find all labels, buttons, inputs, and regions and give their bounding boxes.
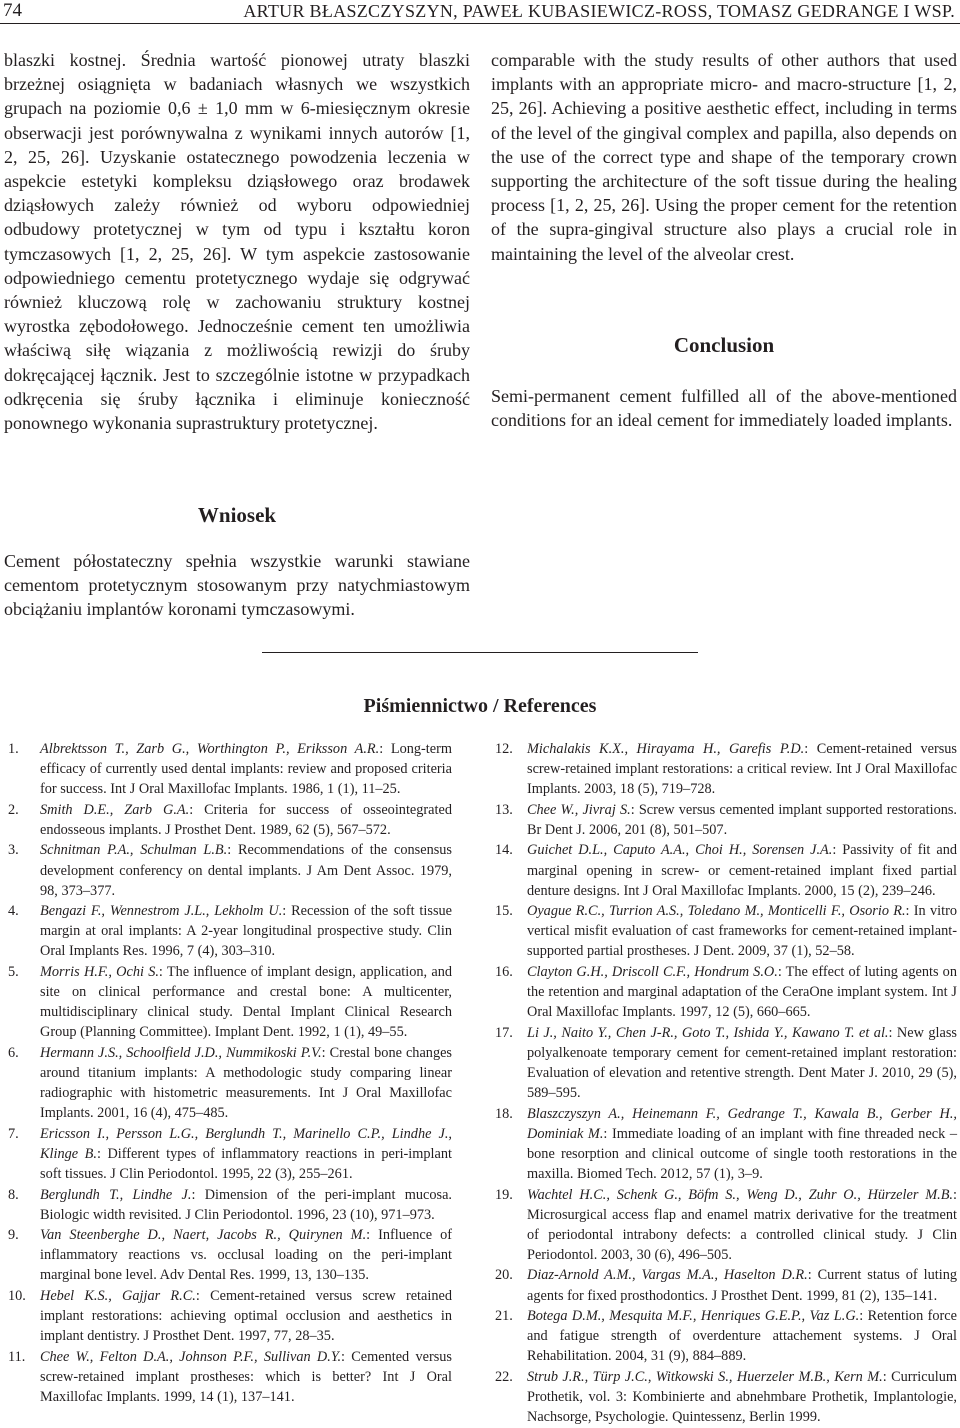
- reference-number: 20.: [495, 1267, 513, 1284]
- references-heading: Piśmiennictwo / References: [363, 695, 597, 717]
- reference-number: 14.: [495, 842, 513, 859]
- reference-number: 11.: [8, 1348, 26, 1365]
- reference-text: : Recession of the soft tissue margin at oral implants: A 2-year longitudinal prospective study. Clin Oral Implants Res. 1996, 7 (4), 303–310.: [40, 903, 452, 960]
- reference-text: : Cement-retained versus screw-retained implant restorations: a critical review. Int J Oral Maxillofac Implants. 2003, 18 (5), 719–728.: [527, 741, 958, 798]
- reference-item: [491, 962, 957, 1022]
- page-number: 74: [3, 0, 22, 21]
- reference-item: [491, 901, 957, 961]
- reference-item: [491, 739, 957, 799]
- reference-authors: Chee W., Felton D.A., Johnson P.F., Sullivan D.Y.: [40, 1348, 342, 1365]
- reference-authors: Strub J.R., Türp J.C., Witkowski S., Huerzeler M.B., Kern M.: [527, 1368, 883, 1385]
- body-paragraph: comparable with the study results of other authors that used implants with an appropriate micro- and macro-structure [1, 2, 25, 26]. Achieving a positive aesthetic effect, including in terms of the level of the gingival complex and papilla, also depends on the use of the correct type and shape of the temporary crown supporting the architecture of the soft tissue during the healing process [1, 2, 25, 26]. Using the proper cement for the retention of the supra-gingival structure also plays a crucial role in maintaining the level of the alveolar crest.: [491, 50, 957, 264]
- reference-item: [4, 1185, 452, 1225]
- reference-number: 2.: [8, 801, 19, 818]
- reference-item: [491, 1104, 957, 1184]
- reference-number: 4.: [8, 903, 19, 920]
- reference-authors: Smith D.E., Zarb G.A.: [40, 801, 190, 818]
- reference-number: 19.: [495, 1186, 513, 1203]
- reference-number: 10.: [8, 1288, 26, 1305]
- reference-item: [491, 1265, 957, 1305]
- reference-text: : Dimension of the peri-implant mucosa. Biologic width revisited. J Clin Periodontol. 1996, 23 (10), 971–973.: [40, 1186, 452, 1223]
- reference-text: : Screw versus cemented implant supported restorations. Br Dent J. 2006, 201 (8), 501–507.: [527, 801, 957, 838]
- reference-number: 13.: [495, 801, 513, 818]
- page-header: [3, 0, 955, 22]
- reference-item: [491, 800, 957, 840]
- reference-authors: Van Steenberghe D., Naert, Jacobs R., Quirynen M.: [40, 1227, 367, 1244]
- reference-number: 5.: [8, 964, 19, 981]
- reference-item: [491, 1023, 957, 1103]
- reference-text: : Cement-retained versus screw retained implant restorations: achieving optimal occlusion and aesthetics in implant dentistry. J Prosthet Dent. 1997, 77, 28–35.: [40, 1288, 452, 1345]
- conclusion-text: Semi-permanent cement fulfilled all of the above-mentioned conditions for an ideal cement for immediately loaded implants.: [491, 386, 957, 431]
- reference-authors: Li J., Naito Y., Chen J-R., Goto T., Ishida Y., Kawano T. et al.: [527, 1024, 889, 1041]
- reference-item: [4, 739, 452, 799]
- reference-number: 12.: [495, 741, 513, 757]
- reference-authors: Oyague R.C., Turrion A.S., Toledano M., Monticelli F., Osorio R.: [527, 903, 906, 920]
- reference-text: : Curriculum Prothetik, vol. 3: Kombinierte and abnehmbare Prothetik, Implantologie, Nachsorge, Psychologie. Quintessenz, Berlin 1999.: [527, 1368, 957, 1426]
- reference-number: 9.: [8, 1227, 19, 1244]
- reference-text: : Influence of inflammatory reactions vs. occlusal loading on the peri-implant marginal bone level. Adv Dental Res. 1999, 13, 130–135.: [40, 1227, 452, 1284]
- reference-number: 16.: [495, 964, 513, 981]
- reference-number: 22.: [495, 1368, 513, 1385]
- reference-authors: Hebel K.S., Gajjar R.C.: [40, 1288, 196, 1305]
- reference-text: : In vitro vertical misfit evaluation of cast frameworks for cement-retained implant-supported partial prostheses. J Dent. 2009, 37 (1), 52–58.: [527, 903, 957, 960]
- body-paragraph: blaszki kostnej. Średnia wartość pionowej utraty blaszki brzeżnej osiągnięta w badaniach własnych we wszystkich grupach na poziomie 0,6 ± 1,0 mm w 6-miesięcznym okresie obserwacji jest porównywalna z wynikami innych autorów [1, 2, 25, 26]. Uzyskanie ostatecznego powodzenia leczenia w aspekcie estetyki kompleksu dziąsłowego oraz brodawek dziąsłowych zależy również od wyboru odpowiedniej odbudowy protetycznej w tym od typu i kształtu koron tymczasowych [1, 2, 25, 26]. W tym aspekcie zastosowanie odpowiedniego cementu protetycznego wydaje się odgrywać również kluczową rolę w zachowaniu struktury kostnej wyrostka zębodołowego. Jednocześnie cement ten umożliwia właściwą siłę wiązania z możliwością rewizji do śruby dokręcającej łącznik. Jest to szczególnie istotne w przypadkach odkręcenia się śruby łącznika i eliminuje konieczność ponownego wykonania suprastruktury protetycznej.: [4, 50, 470, 434]
- wniosek-heading: Wniosek: [197, 503, 277, 527]
- reference-number: 6.: [8, 1044, 19, 1061]
- body-column-polish: [4, 48, 470, 435]
- reference-list-left: [4, 739, 452, 1408]
- reference-item: [4, 901, 452, 961]
- reference-text: : The influence of implant design, application, and site on clinical performance and crestal bone: A multicenter, multidisciplinary clinical study. Dental Implant Clinical Research Group (Planning Committee). Implant Dent. 1992, 1 (1), 49–55.: [40, 964, 452, 1041]
- reference-authors: Hermann J.S., Schoolfield J.D., Nummikoski P.V.: [40, 1044, 322, 1061]
- reference-authors: Clayton G.H., Driscoll C.F., Hondrum S.O.: [527, 964, 778, 981]
- reference-item: [4, 1225, 452, 1285]
- reference-text: : Criteria for success of osseointegrated endosseous implants. J Prosthet Dent. 1989, 62 (5), 567–572.: [40, 801, 452, 838]
- reference-text: : Recommendations of the consensus development conferency on dental implants. J Am Dent Assoc. 1979, 98, 373–377.: [40, 842, 452, 899]
- reference-authors: Guichet D.L., Caputo A.A., Choi H., Sorensen J.A.: [527, 842, 833, 859]
- reference-authors: Wachtel H.C., Schenk G., Böfm S., Weng D., Zuhr O., Hürzeler M.B.: [527, 1186, 954, 1203]
- wniosek-text: Cement półostateczny spełnia wszystkie warunki stawiane cementom protetycznym stosowanym przy natychmiastowym obciążaniu implantów koronami tymczasowymi.: [4, 551, 470, 620]
- reference-text: : Retention force and fatigue strength of overdenture attachement systems. J Oral Rehabilitation. 2004, 31 (9), 884–889.: [527, 1308, 958, 1365]
- reference-authors: Diaz-Arnold A.M., Vargas M.A., Haselton D.R.: [527, 1267, 808, 1284]
- reference-authors: Morris H.F., Ochi S.: [40, 964, 159, 981]
- reference-item: [4, 1286, 452, 1346]
- reference-authors: Michalakis K.X., Hirayama H., Garefis P.D.: [527, 741, 805, 757]
- reference-item: [4, 1347, 452, 1407]
- header-rule: [0, 23, 960, 24]
- reference-item: [4, 800, 452, 840]
- reference-authors: Berglundh T., Lindhe J.: [40, 1186, 192, 1203]
- reference-number: 18.: [495, 1105, 513, 1122]
- reference-number: 3.: [8, 842, 19, 859]
- reference-authors: Bengazi F., Wennestrom J.L., Lekholm U.: [40, 903, 283, 920]
- reference-item: [4, 1043, 452, 1123]
- reference-authors: Chee W., Jivraj S.: [527, 801, 631, 818]
- section-divider: [262, 652, 698, 653]
- reference-text: : The effect of luting agents on the retention and marginal adaptation of the CeraOne implant system. Int J Oral Maxillofac Implants. 1997, 12 (5), 660–665.: [527, 964, 957, 1021]
- reference-item: [4, 962, 452, 1042]
- reference-number: 17.: [495, 1024, 513, 1041]
- reference-text: : Different types of inflammatory reactions in peri-implant soft tissues. J Clin Periodontol. 1995, 22 (3), 255–261.: [40, 1145, 452, 1182]
- reference-item: [4, 840, 452, 900]
- reference-text: : Long-term efficacy of currently used dental implants: review and proposed criteria for success. Int J Oral Maxillofac Implants. 1986, 1 (1), 11–25.: [40, 741, 452, 798]
- reference-authors: Schnitman P.A., Schulman L.B.: [40, 842, 228, 859]
- running-head: ARTUR BŁASZCZYSZYN, PAWEŁ KUBASIEWICZ-ROSS, TOMASZ GEDRANGE I WSP.: [243, 1, 955, 21]
- reference-text: : New glass polyalkenoate temporary cement for cement-retained implant restoration: Evaluation of elevation and retentive strength. Dent Mater J. 2010, 29 (5), 589–595.: [527, 1024, 957, 1102]
- reference-number: 15.: [495, 903, 513, 920]
- reference-item: [491, 1367, 957, 1427]
- reference-list-right: [491, 739, 957, 1428]
- reference-number: 21.: [495, 1308, 513, 1325]
- reference-authors: Albrektsson T., Zarb G., Worthington P., Eriksson A.R.: [40, 741, 380, 757]
- reference-item: [491, 840, 957, 900]
- reference-text: : Microsurgical access flap and enamel matrix derivative for the treatment of periodontal intrabony defects: a controlled clinical study. J Clin Periodontol. 2003, 30 (6), 496–505.: [527, 1186, 957, 1263]
- body-column-english: [491, 48, 957, 266]
- reference-text: : Immediate loading of an implant with fine threaded neck – bone resorption and clinical outcome of single tooth restorations in the maxilla. Biomed Tech. 2012, 57 (1), 3–9.: [527, 1125, 957, 1182]
- reference-authors: Blaszczyszyn A., Heinemann F., Gedrange T., Kawala B., Gerber H., Dominiak M.: [527, 1105, 957, 1142]
- reference-text: : Crestal bone changes around titanium implants: A methodologic study comparing linear radiographic with histometric measurements. Int J Oral Maxillofac Implants. 2001, 16 (4), 475–485.: [40, 1044, 452, 1122]
- reference-number: 1.: [8, 741, 19, 757]
- reference-item: [491, 1306, 957, 1366]
- reference-authors: Ericsson I., Persson L.G., Berglundh T., Marinello C.P., Lindhe J., Klinge B.: [40, 1125, 452, 1162]
- reference-text: : Passivity of fit and marginal opening in screw- or cement-retained implant fixed partial denture designs. Int J Oral Maxillofac Implants. 2000, 15 (2), 239–246.: [527, 842, 957, 899]
- conclusion-heading: Conclusion: [673, 333, 775, 357]
- reference-text: : Cemented versus screw-retained implant prostheses: which is better? Int J Oral Maxillofac Implants. 1999, 14 (1), 137–141.: [40, 1348, 452, 1405]
- reference-item: [491, 1185, 957, 1265]
- reference-item: [4, 1124, 452, 1184]
- reference-text: : Current status of luting agents for fixed prosthodontics. J Prosthet Dent. 1999, 81 (2), 135–141.: [527, 1267, 957, 1304]
- reference-authors: Botega D.M., Mesquita M.F., Henriques G.E.P., Vaz L.G.: [527, 1308, 860, 1325]
- reference-number: 7.: [8, 1125, 19, 1142]
- reference-number: 8.: [8, 1186, 19, 1203]
